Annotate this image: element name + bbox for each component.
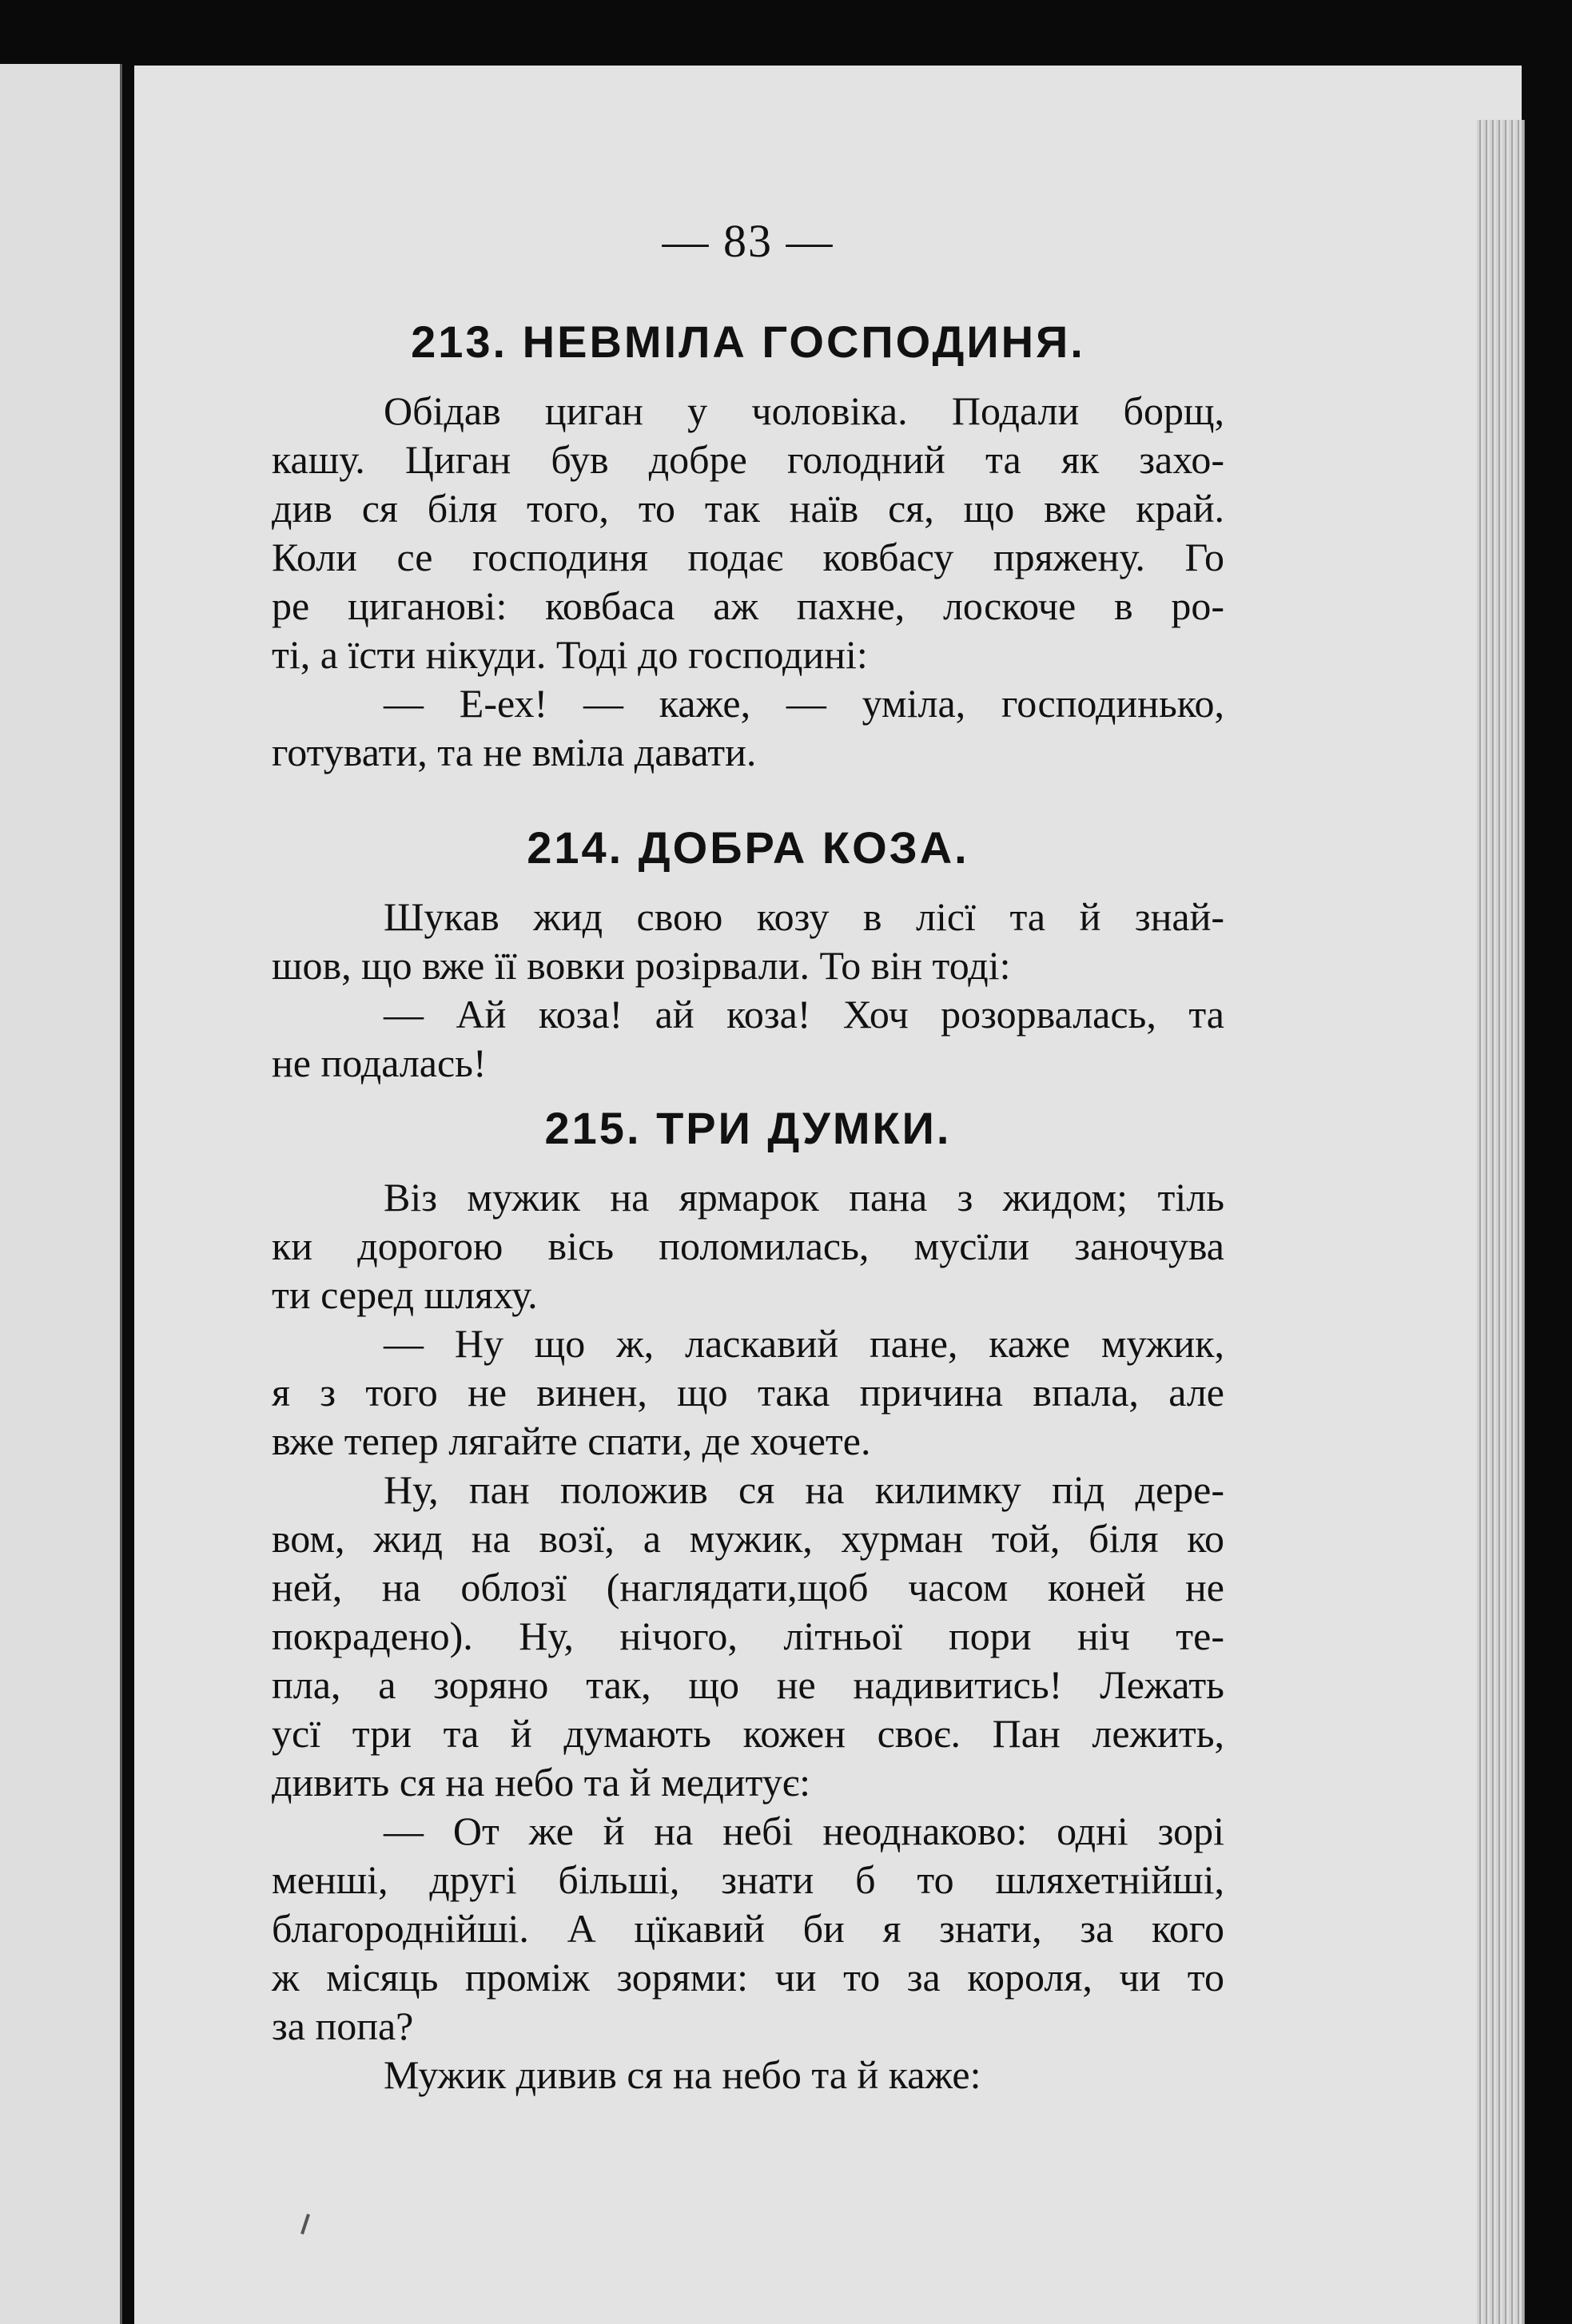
page-stack-edge — [1477, 120, 1525, 2324]
section-heading: 215. ТРИ ДУМКИ. — [544, 1103, 952, 1153]
text-line: ре циганові: ковбаса аж пахне, лоскоче в ро- — [272, 583, 1224, 628]
text-line: — От же й на небі неоднаково: одні зорі — [384, 1809, 1224, 1853]
text-line: покрадено). Ну, нічого, літньої пори ніч те- — [272, 1614, 1224, 1658]
text-line: — Ай коза! ай коза! Хоч розорвалась, та — [384, 992, 1224, 1037]
text-line: Віз мужик на ярмарок пана з жидом; тіль — [384, 1175, 1224, 1220]
text-line: кашу. Циган був добре голодний та як захо- — [272, 437, 1224, 482]
adjacent-page-edge — [0, 64, 122, 2324]
text-line: шов, що вже її вовки розірвали. То він тоді: — [272, 943, 1011, 988]
text-line: ти серед шляху. — [272, 1272, 538, 1317]
text-line: вом, жид на возї, а мужик, хурман той, біля ко — [272, 1516, 1224, 1561]
text-line: готувати, та не вміла давати. — [272, 730, 757, 774]
text-line: Обідав циган у чоловіка. Подали борщ, — [384, 388, 1224, 433]
text-line: пла, а зоряно так, що не надивитись! Лежать — [272, 1662, 1224, 1707]
text-line: ж місяць проміж зорями: чи то за короля, чи то — [272, 1955, 1224, 2000]
text-line: усї три та й думають кожен своє. Пан лежить, — [272, 1711, 1224, 1756]
text-line: благороднійші. А цїкавий би я знати, за кого — [272, 1906, 1224, 1951]
text-line: вже тепер лягайте спати, де хочете. — [272, 1419, 871, 1463]
page-number: — 83 — — [662, 215, 834, 267]
text-line: Коли се господиня подає ковбасу пряжену. Го — [272, 535, 1224, 579]
text-line: не подалась! — [272, 1041, 487, 1085]
text-line: Мужик дивив ся на небо та й каже: — [384, 2052, 981, 2097]
text-line: ней, на облозї (наглядати,щоб часом коней не — [272, 1565, 1224, 1610]
text-line: див ся біля того, то так наїв ся, що вже край. — [272, 486, 1224, 531]
text-line: Шукав жид свою козу в лісї та й знай- — [384, 894, 1224, 939]
text-line: ті, а їсти нікуди. Тоді до господині: — [272, 632, 868, 677]
text-line: Ну, пан положив ся на килимку під дере- — [384, 1467, 1224, 1512]
section-heading: 214. ДОБРА КОЗА. — [527, 822, 969, 873]
text-line: ки дорогою вісь поломилась, мусїли заночува — [272, 1224, 1224, 1268]
text-line: я з того не винен, що така причина впала, але — [272, 1370, 1224, 1415]
text-line: — Е-ех! — каже, — уміла, господинько, — [384, 681, 1224, 726]
text-line: за попа? — [272, 2004, 414, 2048]
page-content — [272, 214, 1224, 2099]
text-line: дивить ся на небо та й медитує: — [272, 1760, 811, 1805]
section-heading: 213. НЕВМІЛА ГОСПОДИНЯ. — [411, 316, 1085, 367]
text-line: — Ну що ж, ласкавий пане, каже мужик, — [384, 1321, 1224, 1366]
text-line: менші, другі більші, знати б то шляхетнійші, — [272, 1857, 1224, 1902]
